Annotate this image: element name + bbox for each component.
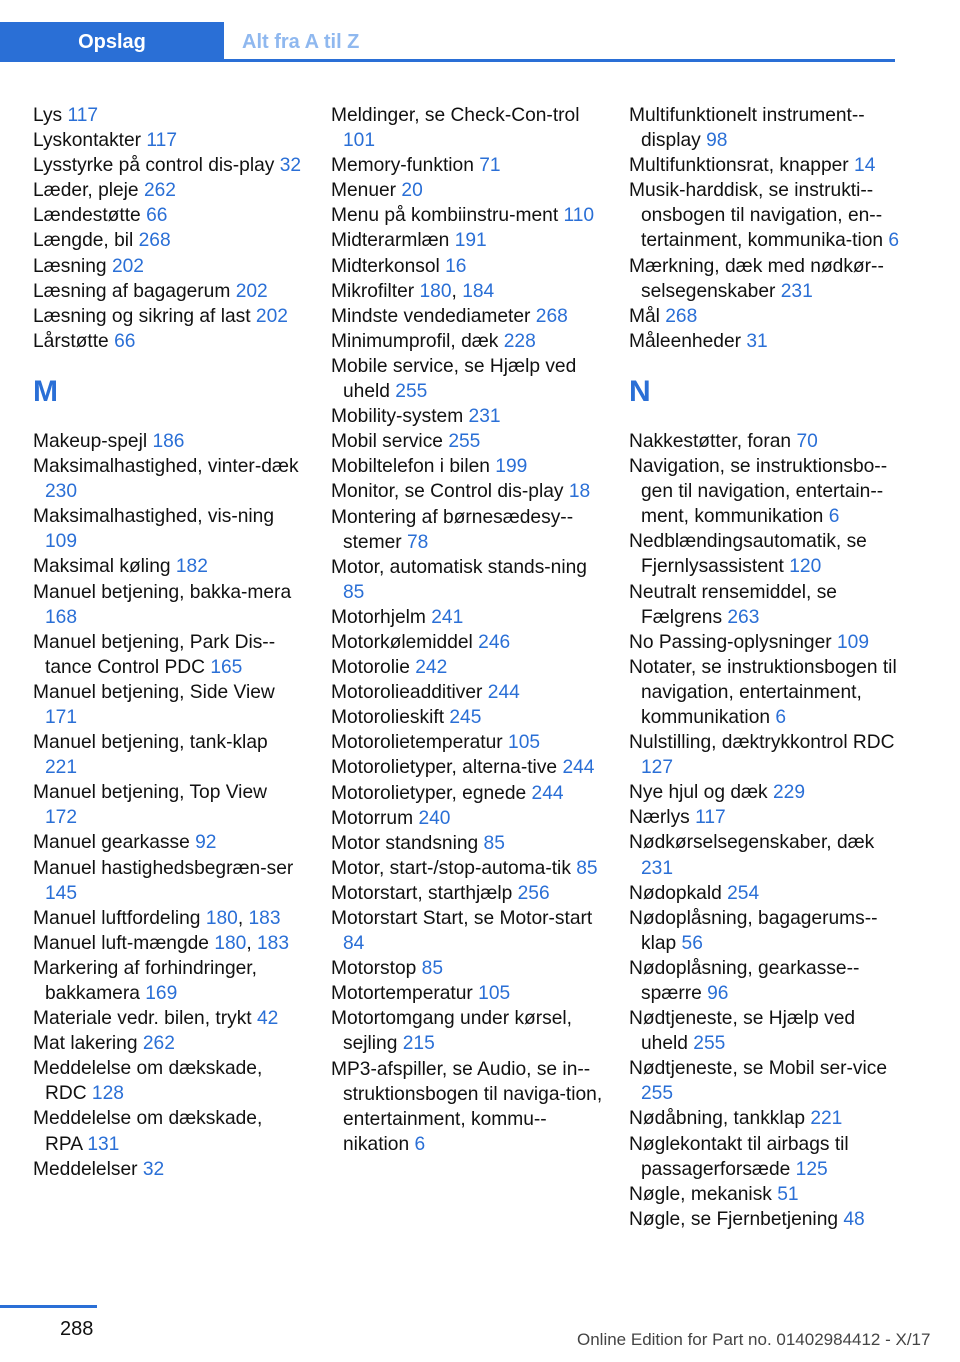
index-entry <box>629 1132 904 1182</box>
index-entry <box>33 254 303 279</box>
index-entry <box>331 479 606 504</box>
entry-term: Maksimalhastighed, vis-ning <box>33 506 275 528</box>
index-entry <box>629 429 904 454</box>
page-reference-link[interactable]: 20 <box>401 180 423 202</box>
index-entry <box>629 1106 904 1131</box>
page-reference-link[interactable]: 268 <box>535 305 568 327</box>
entry-term: Monitor, se Control dis-play <box>331 481 564 503</box>
index-entry: Manuel luftfordeling 180, 183 <box>33 907 281 929</box>
page-reference-link[interactable]: 244 <box>487 682 520 704</box>
page-reference-link[interactable]: 117 <box>146 130 178 152</box>
page-reference-link[interactable]: 127 <box>641 757 674 779</box>
index-entry <box>331 1057 606 1157</box>
entry-term: Nødoplåsning, bagagerums-klap <box>629 907 878 954</box>
entry-term: Markering af forhindringer, bakkamera <box>33 957 257 1004</box>
page-reference-link[interactable]: 268 <box>138 230 171 252</box>
index-entry <box>331 856 606 881</box>
index-entry <box>331 178 606 203</box>
entry-term: Lyskontakter <box>33 130 142 152</box>
entry-term: Nødopkald <box>629 882 722 904</box>
index-entry <box>629 103 904 153</box>
page-reference-link[interactable]: 109 <box>45 531 78 553</box>
index-column-1 <box>33 103 303 1182</box>
page-reference-link[interactable]: 6 <box>828 506 840 528</box>
entry-term: Multifunktionsrat, knapper <box>629 155 849 177</box>
entry-term: Manuel betjening, bakka-mera <box>33 581 292 603</box>
page-reference-link[interactable]: 105 <box>508 732 541 754</box>
entry-term: Lys <box>33 105 63 126</box>
entry-term: Motorolieskift <box>331 707 445 729</box>
entry-term: Læsning af bagagerum <box>33 280 231 302</box>
tab-alt-fra-a-til-z[interactable]: Alt fra A til Z <box>242 31 360 53</box>
entry-term: MP3-afspiller, se Audio, se in-struktionsbogen til naviga-tion, entertainment, kommu-nikation <box>331 1058 603 1155</box>
index-entry <box>33 429 303 454</box>
page-reference-link[interactable]: 66 <box>146 205 168 227</box>
page-reference-link[interactable]: 6 <box>888 230 900 252</box>
entry-term: Nøglekontakt til airbags til passagerforsæde <box>629 1133 849 1180</box>
index-entry <box>629 1207 904 1232</box>
entry-term: Motortemperatur <box>331 983 473 1005</box>
index-entry <box>33 730 303 780</box>
page-reference-link[interactable]: 48 <box>843 1208 865 1230</box>
entry-term: Notater, se instruktionsbogen til navigation, entertainment, kommunikation <box>629 656 897 728</box>
entry-term: Nødtjeneste, se Mobil ser-vice <box>629 1058 888 1080</box>
index-entry <box>629 1056 904 1106</box>
index-entry <box>331 103 606 153</box>
page-reference-link[interactable]: 183 <box>248 907 281 929</box>
entry-term: Manuel luft-mængde <box>33 932 209 954</box>
index-entry <box>331 781 606 806</box>
page-reference-link[interactable]: 240 <box>418 807 451 829</box>
entry-term: Motorolietemperatur <box>331 732 503 754</box>
entry-term: Lændestøtte <box>33 205 141 227</box>
index-entry <box>331 304 606 329</box>
index-entry <box>331 680 606 705</box>
page-reference-link[interactable]: 110 <box>563 205 595 227</box>
index-entry <box>629 1006 904 1056</box>
entry-term: Midterkonsol <box>331 255 440 277</box>
entry-term: Manuel hastighedsbegræn-ser <box>33 857 294 879</box>
index-entry <box>33 1106 303 1156</box>
index-entry <box>629 529 904 579</box>
index-entry <box>629 254 904 304</box>
entry-term: Mindste vendediameter <box>331 305 531 327</box>
index-entry <box>629 630 904 655</box>
index-entry <box>33 580 303 630</box>
page-reference-link[interactable]: 199 <box>495 456 528 478</box>
index-entry <box>629 178 904 253</box>
entry-term: Montering af børnesædesy-stemer <box>331 506 574 553</box>
page-reference-link[interactable]: 85 <box>483 832 505 854</box>
index-entry <box>331 981 606 1006</box>
index-entry <box>33 856 303 906</box>
page-reference-link[interactable]: 202 <box>235 280 268 302</box>
page-reference-link[interactable]: 262 <box>143 180 176 202</box>
index-entry <box>33 1031 303 1056</box>
entry-term: Motorstop <box>331 958 417 980</box>
index-entry <box>331 354 606 404</box>
index-entry: Manuel luft-mængde 180, 183 <box>33 932 290 954</box>
entry-term: Manuel luftfordeling <box>33 907 201 929</box>
entry-term: Nye hjul og dæk <box>629 782 768 804</box>
page-reference-link[interactable]: 221 <box>45 757 78 779</box>
index-entry <box>331 329 606 354</box>
entry-term: Nødkørselsegenskaber, dæk <box>629 832 875 854</box>
entry-term: Motor, start-/stop-automa-tik <box>331 857 571 879</box>
entry-term: Motorolietyper, egnede <box>331 782 527 804</box>
page-reference-link[interactable]: 51 <box>777 1183 799 1205</box>
entry-term: Motorolieadditiver <box>331 682 483 704</box>
entry-term: Menu på kombiinstru-ment <box>331 205 559 227</box>
entry-term: Musik-harddisk, se instrukti-onsbogen til navigation, en-tertainment, kommunika-tion <box>629 180 884 252</box>
page-reference-link[interactable]: 255 <box>693 1033 726 1055</box>
index-entry <box>331 555 606 605</box>
page-reference-link[interactable]: 262 <box>142 1033 175 1055</box>
page-reference-link[interactable]: 56 <box>681 932 703 954</box>
entry-term: Mobiltelefon i bilen <box>331 456 490 478</box>
page-reference-link[interactable]: 221 <box>810 1108 843 1130</box>
entry-term: Motorstart Start, se Motor-start <box>331 908 593 929</box>
tab-opslag[interactable]: Opslag <box>0 22 224 62</box>
index-entry <box>331 404 606 429</box>
page-reference-link[interactable]: 186 <box>152 430 185 452</box>
index-entry <box>629 1182 904 1207</box>
entry-term: Nødoplåsning, gearkasse-spærre <box>629 957 860 1004</box>
index-entry <box>33 153 303 178</box>
page-reference-link[interactable]: 254 <box>727 882 760 904</box>
index-entry <box>629 906 904 956</box>
index-entry <box>33 1006 303 1031</box>
index-entry <box>629 655 904 730</box>
page-reference-link[interactable]: 131 <box>87 1133 120 1155</box>
page-reference-link[interactable]: 231 <box>468 406 501 428</box>
index-entry <box>331 1006 606 1056</box>
entry-term: Nøgle, se Fjernbetjening <box>629 1208 839 1230</box>
entry-term: Nulstilling, dæktrykkontrol RDC <box>629 732 895 754</box>
entry-term: Materiale vedr. bilen, trykt <box>33 1008 252 1030</box>
index-entry <box>33 128 303 153</box>
entry-term: Meddelelse om dækskade, RPA <box>33 1108 263 1155</box>
page-reference-link[interactable]: 180 <box>419 280 452 302</box>
page-reference-link[interactable]: 244 <box>562 757 595 779</box>
index-entry <box>33 304 303 329</box>
entry-term: Læsning og sikring af last <box>33 305 251 327</box>
index-entry <box>33 1056 303 1106</box>
entry-term: Længde, bil <box>33 230 134 252</box>
entry-term: Mikrofilter <box>331 280 415 302</box>
index-entry <box>33 1157 303 1182</box>
page-reference-link[interactable]: 202 <box>111 255 144 277</box>
index-letter-heading: M <box>33 374 58 408</box>
entry-term: Manuel betjening, tank-klap <box>33 732 268 754</box>
page-reference-link[interactable]: 184 <box>462 280 495 302</box>
page-reference-link[interactable]: 172 <box>45 807 78 829</box>
page-reference-link[interactable]: 14 <box>854 155 876 177</box>
index-entry <box>629 730 904 780</box>
footer-edition: Online Edition for Part no. 01402984412 - X/17 <box>577 1330 931 1349</box>
page-reference-link[interactable]: 32 <box>142 1158 165 1180</box>
page-reference-link[interactable]: 85 <box>343 581 365 603</box>
page-reference-link[interactable]: 105 <box>478 983 511 1005</box>
page-reference-link[interactable]: 98 <box>706 130 728 152</box>
page-reference-link[interactable]: 6 <box>414 1133 426 1155</box>
index-entry <box>629 580 904 630</box>
page-reference-link[interactable]: 85 <box>576 857 598 879</box>
entry-term: Mobile service, se Hjælp ved uheld <box>331 355 577 403</box>
index-entry <box>629 956 904 1006</box>
footer-rule <box>0 1305 97 1308</box>
entry-term: Motorolie <box>331 657 410 679</box>
page-reference-link[interactable]: 96 <box>707 983 729 1004</box>
page-reference-link[interactable]: 229 <box>773 782 806 804</box>
index-column-3 <box>629 103 904 1232</box>
index-entry <box>331 881 606 906</box>
index-entry <box>331 655 606 680</box>
entry-term: Nødåbning, tankklap <box>629 1108 805 1130</box>
index-entry <box>33 203 303 228</box>
entry-term: Manuel betjening, Park Dis-tance Control PDC <box>33 631 276 678</box>
entry-term: Nedblændingsautomatik, se Fjernlysassistent <box>629 531 867 578</box>
page-reference-link[interactable]: 109 <box>836 631 869 653</box>
page-reference-link[interactable]: 202 <box>255 305 288 327</box>
entry-term: Motor standsning <box>331 832 479 854</box>
index-entry <box>33 329 303 354</box>
index-entry <box>331 203 606 228</box>
entry-term: Manuel betjening, Top View <box>33 782 267 804</box>
page-reference-link[interactable]: 180 <box>205 907 238 929</box>
page-reference-link[interactable]: 263 <box>727 606 760 628</box>
index-entry <box>33 554 303 579</box>
index-entry <box>331 705 606 730</box>
entry-term: Makeup-spejl <box>33 430 148 452</box>
index-entry <box>331 730 606 755</box>
index-entry <box>629 830 904 880</box>
entry-term: Memory-funktion <box>331 155 474 177</box>
page-reference-link[interactable]: 228 <box>503 330 536 352</box>
entry-term: Maksimalhastighed, vinter-dæk <box>33 456 299 478</box>
page-reference-link[interactable]: 85 <box>421 958 444 980</box>
entry-term: Mobil service <box>331 431 443 453</box>
entry-term: Navigation, se instruktionsbo-gen til navigation, entertain-ment, kommunikation <box>629 456 888 528</box>
page-reference-link[interactable]: 92 <box>195 832 217 854</box>
page-reference-link[interactable]: 191 <box>454 230 487 252</box>
index-column-2 <box>331 103 606 1157</box>
index-entry <box>33 103 303 128</box>
index-entry <box>331 153 606 178</box>
page-reference-link[interactable]: 255 <box>448 431 481 453</box>
index-entry <box>33 178 303 203</box>
page-reference-link[interactable]: 125 <box>795 1158 828 1180</box>
entry-term: Minimumprofil, dæk <box>331 330 499 352</box>
entry-term: Neutralt rensemiddel, se Fælgrens <box>629 581 837 628</box>
index-entry <box>33 228 303 253</box>
page-reference-link[interactable]: 31 <box>746 330 768 352</box>
entry-term: Nødtjeneste, se Hjælp ved uheld <box>629 1008 856 1055</box>
page-reference-link[interactable]: 168 <box>45 606 78 628</box>
index-entry <box>331 454 606 479</box>
entry-term: Nøgle, mekanisk <box>629 1183 772 1205</box>
index-entry <box>629 329 904 354</box>
page-reference-link[interactable]: 231 <box>641 857 674 879</box>
page-reference-link[interactable]: 256 <box>517 882 550 904</box>
entry-term: Midterarmlæn <box>331 230 450 252</box>
page-reference-link[interactable]: 6 <box>775 706 787 728</box>
page-reference-link[interactable]: 169 <box>145 983 178 1004</box>
index-entry <box>629 805 904 830</box>
entry-term: Nakkestøtter, foran <box>629 430 792 452</box>
index-entry <box>331 228 606 253</box>
index-entry <box>33 504 303 554</box>
index-entry <box>331 505 606 555</box>
entry-term: Motorrum <box>331 807 414 829</box>
page-reference-link[interactable]: 101 <box>343 130 376 152</box>
page-reference-link[interactable]: 42 <box>256 1008 279 1030</box>
page-reference-link[interactable]: 120 <box>789 556 822 578</box>
entry-term: Menuer <box>331 180 397 202</box>
entry-term: Måleenheder <box>629 330 742 352</box>
index-entry <box>331 906 606 956</box>
index-entry <box>331 755 606 780</box>
entry-term: Maksimal køling <box>33 556 171 578</box>
index-letter-heading: N <box>629 374 651 408</box>
index-entry <box>331 605 606 630</box>
entry-term: Meldinger, se Check-Con-trol <box>331 105 580 126</box>
entry-term: Motorolietyper, alterna-tive <box>331 757 558 779</box>
index-entry <box>629 153 904 178</box>
index-entry <box>33 780 303 830</box>
entry-term: Multifunktionelt instrument-display <box>629 105 865 152</box>
entry-term: Motorhjelm <box>331 606 426 628</box>
entry-term: Meddelelse om dækskade, RDC <box>33 1058 263 1105</box>
index-entry <box>331 806 606 831</box>
header-tab-bar <box>0 22 895 62</box>
index-entry <box>629 780 904 805</box>
index-entry <box>331 429 606 454</box>
index-entry <box>331 831 606 856</box>
page-reference-link[interactable]: 255 <box>641 1083 674 1105</box>
entry-term: Mat lakering <box>33 1033 138 1055</box>
page-reference-link[interactable]: 84 <box>343 933 365 955</box>
index-entry <box>33 630 303 680</box>
entry-term: Meddelelser <box>33 1158 138 1180</box>
index-entry <box>33 956 303 1006</box>
page-reference-link[interactable]: 18 <box>568 481 591 503</box>
page-number: 288 <box>60 1318 94 1340</box>
page-reference-link[interactable]: 145 <box>45 882 78 904</box>
page-reference-link[interactable]: 70 <box>796 430 818 452</box>
page-reference-link[interactable]: 182 <box>175 556 208 578</box>
page-reference-link[interactable]: 215 <box>402 1033 435 1055</box>
page-reference-link[interactable]: 32 <box>279 155 302 177</box>
page-reference-link[interactable]: 128 <box>91 1083 124 1105</box>
page-reference-link[interactable]: 231 <box>780 280 813 302</box>
entry-term: Manuel gearkasse <box>33 832 190 854</box>
entry-term: Nærlys <box>629 807 690 829</box>
index-entry <box>33 830 303 855</box>
page-reference-link[interactable]: 245 <box>449 707 482 729</box>
index-entry <box>629 454 904 529</box>
page-reference-link[interactable]: 16 <box>445 255 467 277</box>
page-reference-link[interactable]: 183 <box>257 932 290 954</box>
page-reference-link[interactable]: 242 <box>415 657 448 679</box>
page-reference-link[interactable]: 268 <box>665 305 698 327</box>
page-reference-link[interactable]: 241 <box>431 606 464 628</box>
entry-term: Motortomgang under kørsel, sejling <box>331 1008 573 1055</box>
entry-term: Manuel betjening, Side View <box>33 681 275 703</box>
page-reference-link[interactable]: 78 <box>406 531 429 553</box>
index-entry <box>33 680 303 730</box>
index-entry <box>331 956 606 981</box>
page-reference-link[interactable]: 117 <box>67 105 99 126</box>
entry-term: Læder, pleje <box>33 180 139 202</box>
page-reference-link[interactable]: 244 <box>531 782 564 804</box>
index-entry <box>33 279 303 304</box>
index-entry <box>331 630 606 655</box>
page-reference-link[interactable]: 117 <box>695 807 726 829</box>
page-reference-link[interactable]: 71 <box>479 155 501 177</box>
entry-term: Mobility-system <box>331 406 464 428</box>
entry-term: Mål <box>629 305 660 327</box>
index-entry <box>331 254 606 279</box>
entry-term: Motorstart, starthjælp <box>331 882 513 904</box>
index-entry <box>629 881 904 906</box>
page-reference-link[interactable]: 255 <box>395 381 428 403</box>
index-entry: Mikrofilter 180, 184 <box>331 280 495 302</box>
entry-term: Læsning <box>33 255 107 277</box>
entry-term: No Passing-oplysninger <box>629 631 832 653</box>
page-reference-link[interactable]: 180 <box>214 932 247 954</box>
page-reference-link[interactable]: 171 <box>45 706 78 728</box>
page-reference-link[interactable]: 230 <box>45 481 78 503</box>
page-reference-link[interactable]: 165 <box>210 656 243 678</box>
entry-term: Lysstyrke på control dis-play <box>33 155 275 177</box>
index-entry <box>629 304 904 329</box>
entry-term: Motor, automatisk stands-ning <box>331 556 587 578</box>
page-reference-link[interactable]: 246 <box>478 631 511 653</box>
entry-term: Lårstøtte <box>33 330 109 352</box>
index-entry <box>33 454 303 504</box>
entry-term: Motorkølemiddel <box>331 631 473 653</box>
page-reference-link[interactable]: 66 <box>114 330 136 352</box>
entry-term: Mærkning, dæk med nødkør-selsegenskaber <box>629 255 884 302</box>
